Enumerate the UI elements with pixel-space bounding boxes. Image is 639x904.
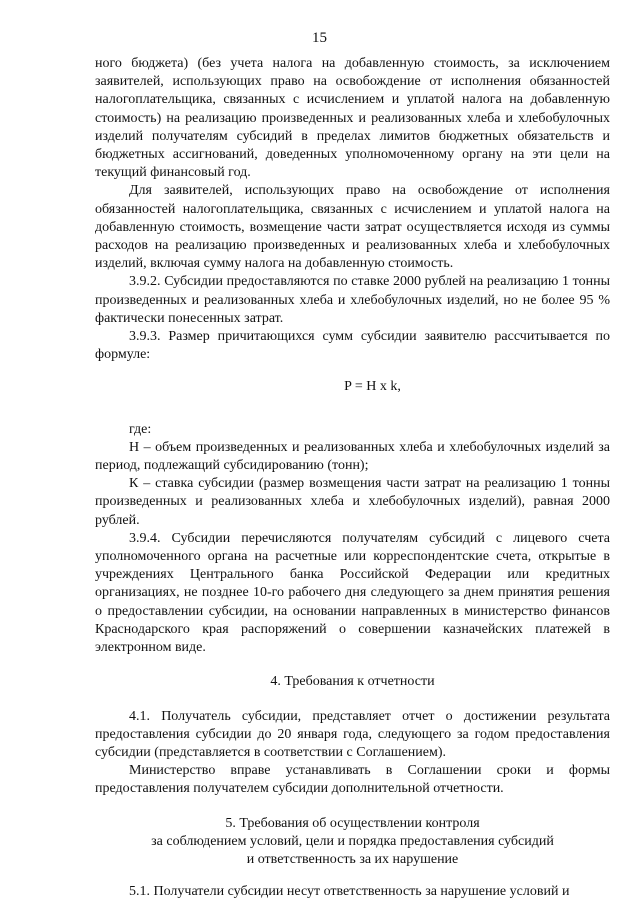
paragraph-3-9-4: 3.9.4. Субсидии перечисляются получателям субсидий с лицевого счета уполномоченного органа на расчетные или корреспондентские счета, открытые в учреждениях Центрального банка Российской Федерации или кредитных организациях, не позднее 10-го рабочего дня следующего за днем принятия решения о предоставлении субсидии, на основании направленных в министерство финансов Краснодарского края распоряжений о совершении казначейских платежей в электронном виде.	[95, 530, 610, 656]
paragraph-3-9-2: 3.9.2. Субсидии предоставляются по ставке 2000 рублей на реализацию 1 тонны произведенных и реализованных хлеба и хлебобулочных изделий, но не более 95 % фактически понесенных затрат.	[95, 274, 610, 326]
document-body	[95, 55, 610, 901]
section-5-heading-line-1: 5. Требования об осуществлении контроля	[225, 815, 480, 831]
section-5-heading-line-2: за соблюдением условий, цели и порядка предоставления субсидий	[151, 833, 554, 849]
section-4-heading: 4. Требования к отчетности	[270, 674, 435, 690]
subsidy-formula: P = H x k,	[344, 379, 401, 395]
paragraph-4-1: 4.1. Получатель субсидии, представляет отчет о достижении результата предоставления субсидии до 20 января года, следующего за годом предоставления субсидии (представляется в соответствии с Соглашением).	[95, 708, 610, 760]
paragraph-budget-continuation: ного бюджета) (без учета налога на добавленную стоимость, за исключением заявителей, использующих право на освобождение от исполнения обязанностей налогоплательщика, связанных с исчислением и уплатой налога на добавленную стоимость) на реализацию произведенных и реализованных хлеба и хлебобулочных изделий получателям субсидий в пределах лимитов бюджетных обязательств и бюджетных ассигнований, доведенных уполномоченному органу на эти цели на текущий финансовый год.	[95, 56, 610, 181]
paragraph-where: где:	[129, 421, 152, 437]
paragraph-definition-k: К – ставка субсидии (размер возмещения части затрат на реализацию 1 тонны произведенных и реализованных хлеба и хлебобулочных изделий), равная 2000 рублей.	[95, 476, 610, 528]
paragraph-3-9-3: 3.9.3. Размер причитающихся сумм субсидии заявителю рассчитывается по формуле:	[95, 329, 610, 363]
paragraph-definition-h: Н – объем произведенных и реализованных хлеба и хлебобулочных изделий за период, подлежащий субсидированию (тонн);	[95, 439, 610, 474]
section-5-heading	[95, 815, 610, 870]
section-5-heading-line-3: и ответственность за их нарушение	[246, 851, 459, 867]
page-number: 15	[312, 30, 327, 46]
paragraph-4-ministry: Министерство вправе устанавливать в Соглашении сроки и формы предоставления получателем субсидии дополнительной отчетности.	[95, 763, 610, 797]
paragraph-vat-exempt: Для заявителей, использующих право на освобождение от исполнения обязанностей налогоплательщика, связанных с исчислением и уплатой налога на добавленную стоимость, возмещение части затрат осуществляется исходя из суммы расходов на реализацию произведенных и реализованных хлеба и хлебобулочных изделий, включая сумму налога на добавленную стоимость.	[95, 183, 610, 272]
paragraph-5-1: 5.1. Получатели субсидии несут ответственность за нарушение условий и	[129, 884, 570, 900]
